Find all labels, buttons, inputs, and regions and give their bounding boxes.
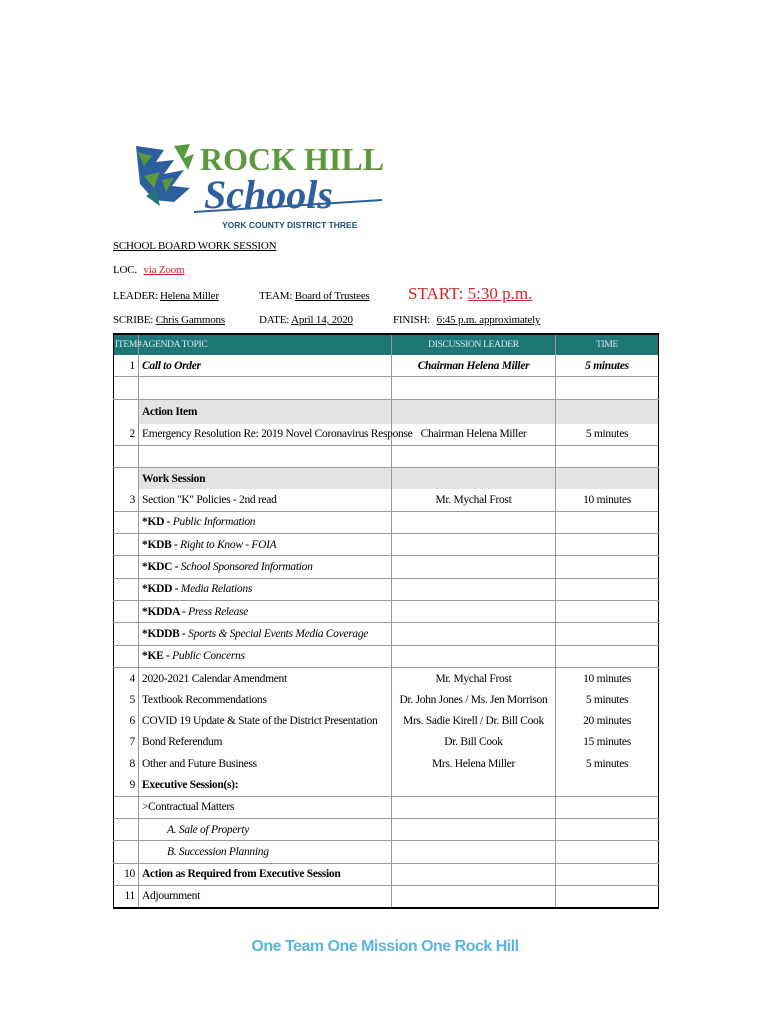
discussion-leader: Mr. Mychal Frost	[392, 667, 556, 689]
item-number: 6	[114, 710, 139, 731]
table-row	[114, 445, 659, 467]
hands-icon	[136, 144, 194, 206]
item-time: 10 minutes	[556, 667, 659, 689]
table-row	[114, 885, 659, 908]
policy-item: *KDDB - Sports & Special Events Media Coverage	[139, 623, 392, 645]
rock-hill-schools-logo	[134, 140, 389, 232]
agenda-topic: Adjournment	[139, 885, 392, 908]
table-row	[114, 377, 659, 399]
table-row	[114, 468, 659, 490]
start-label: START:	[408, 284, 464, 303]
scribe-label: SCRIBE:	[113, 314, 154, 326]
discussion-leader: Mrs. Helena Miller	[392, 753, 556, 774]
agenda-topic: 2020-2021 Calendar Amendment	[139, 667, 392, 689]
table-row	[114, 556, 659, 578]
agenda-topic: Action as Required from Executive Session	[139, 863, 392, 885]
policy-item: *KDB - Right to Know - FOIA	[139, 534, 392, 556]
item-time: 10 minutes	[556, 489, 659, 511]
date-value: April 14, 2020	[291, 314, 353, 326]
discussion-leader: Mr. Mychal Frost	[392, 489, 556, 511]
discussion-leader: Mrs. Sadie Kirell / Dr. Bill Cook	[392, 710, 556, 731]
discussion-leader: Dr. John Jones / Ms. Jen Morrison	[392, 689, 556, 710]
item-number: 5	[114, 689, 139, 710]
header-topic: AGENDA TOPIC	[139, 334, 392, 355]
table-row	[114, 600, 659, 622]
table-row	[114, 645, 659, 667]
policy-item: *KDDA - Press Release	[139, 600, 392, 622]
item-time: 5 minutes	[556, 355, 659, 377]
start-value: 5:30 p.m.	[467, 284, 533, 303]
item-number: 10	[114, 863, 139, 885]
table-header-row	[114, 334, 659, 355]
item-time: 5 minutes	[556, 689, 659, 710]
agenda-subtopic: >Contractual Matters	[139, 796, 392, 818]
logo-tagline: YORK COUNTY DISTRICT THREE	[222, 220, 358, 230]
table-row	[114, 818, 659, 840]
item-time: 5 minutes	[556, 424, 659, 446]
discussion-leader: Chairman Helena Miller	[392, 424, 556, 446]
header-time: TIME	[556, 334, 659, 355]
header-leader: DISCUSSION LEADER	[392, 334, 556, 355]
agenda-topic: Section "K" Policies - 2nd read	[139, 489, 392, 511]
leader-label: LEADER:	[113, 290, 159, 302]
table-row	[114, 623, 659, 645]
leader-value: Helena Miller	[160, 290, 219, 302]
scribe-row	[113, 314, 225, 326]
section-heading: Action Item	[139, 399, 392, 424]
agenda-topic: Emergency Resolution Re: 2019 Novel Coronavirus Response	[139, 424, 392, 446]
item-number: 7	[114, 732, 139, 753]
discussion-leader: Chairman Helena Miller	[392, 355, 556, 377]
table-row	[114, 667, 659, 689]
date-label: DATE:	[259, 314, 290, 326]
item-time: 20 minutes	[556, 710, 659, 731]
table-row	[114, 578, 659, 600]
loc-label: LOC.	[113, 264, 137, 276]
table-row	[114, 710, 659, 731]
team-value: Board of Trustees	[294, 290, 370, 302]
item-number: 8	[114, 753, 139, 774]
section-heading: Work Session	[139, 468, 392, 490]
policy-item: *KE - Public Concerns	[139, 645, 392, 667]
table-row	[114, 489, 659, 511]
finish-label: FINISH:	[393, 314, 431, 326]
agenda-subtopic: A. Sale of Property	[139, 818, 392, 840]
page-title: SCHOOL BOARD WORK SESSION	[113, 240, 277, 252]
table-row	[114, 424, 659, 446]
policy-item: *KDC - School Sponsored Information	[139, 556, 392, 578]
item-time: 15 minutes	[556, 732, 659, 753]
date-row	[259, 314, 353, 326]
discussion-leader: Dr. Bill Cook	[392, 732, 556, 753]
finish-row	[393, 314, 540, 326]
item-number: 3	[114, 489, 139, 511]
table-row	[114, 774, 659, 796]
table-row	[114, 399, 659, 424]
logo-line2: Schools	[204, 172, 333, 217]
item-number: 9	[114, 774, 139, 796]
finish-value: 6:45 p.m. approximately	[436, 314, 541, 326]
table-row	[114, 355, 659, 377]
item-number: 2	[114, 424, 139, 446]
agenda-topic: Executive Session(s):	[139, 774, 392, 796]
item-number: 1	[114, 355, 139, 377]
item-number: 4	[114, 667, 139, 689]
location-row	[113, 264, 184, 276]
loc-value: via Zoom	[143, 264, 185, 276]
table-row	[114, 689, 659, 710]
agenda-topic: Other and Future Business	[139, 753, 392, 774]
footer-motto: One Team One Mission One Rock Hill	[251, 938, 519, 955]
logo-line1: ROCK HILL	[200, 141, 385, 177]
table-row	[114, 732, 659, 753]
header-item: ITEM#	[114, 334, 139, 355]
start-row	[408, 284, 532, 304]
scribe-value: Chris Gammons	[155, 314, 225, 326]
item-number: 11	[114, 885, 139, 908]
item-time: 5 minutes	[556, 753, 659, 774]
agenda-topic: COVID 19 Update & State of the District Presentation	[139, 710, 392, 731]
agenda-subtopic: B. Succession Planning	[139, 841, 392, 863]
logo-graphic	[134, 140, 389, 232]
agenda-table	[113, 333, 659, 909]
table-row	[114, 863, 659, 885]
team-label: TEAM:	[259, 290, 293, 302]
table-row	[114, 796, 659, 818]
table-row	[114, 534, 659, 556]
table-row	[114, 753, 659, 774]
agenda-topic: Call to Order	[139, 355, 392, 377]
team-row	[259, 290, 370, 302]
table-row	[114, 511, 659, 533]
agenda-topic: Textbook Recommendations	[139, 689, 392, 710]
policy-item: *KD - Public Information	[139, 511, 392, 533]
table-row	[114, 841, 659, 863]
agenda-topic: Bond Referendum	[139, 732, 392, 753]
policy-item: *KDD - Media Relations	[139, 578, 392, 600]
